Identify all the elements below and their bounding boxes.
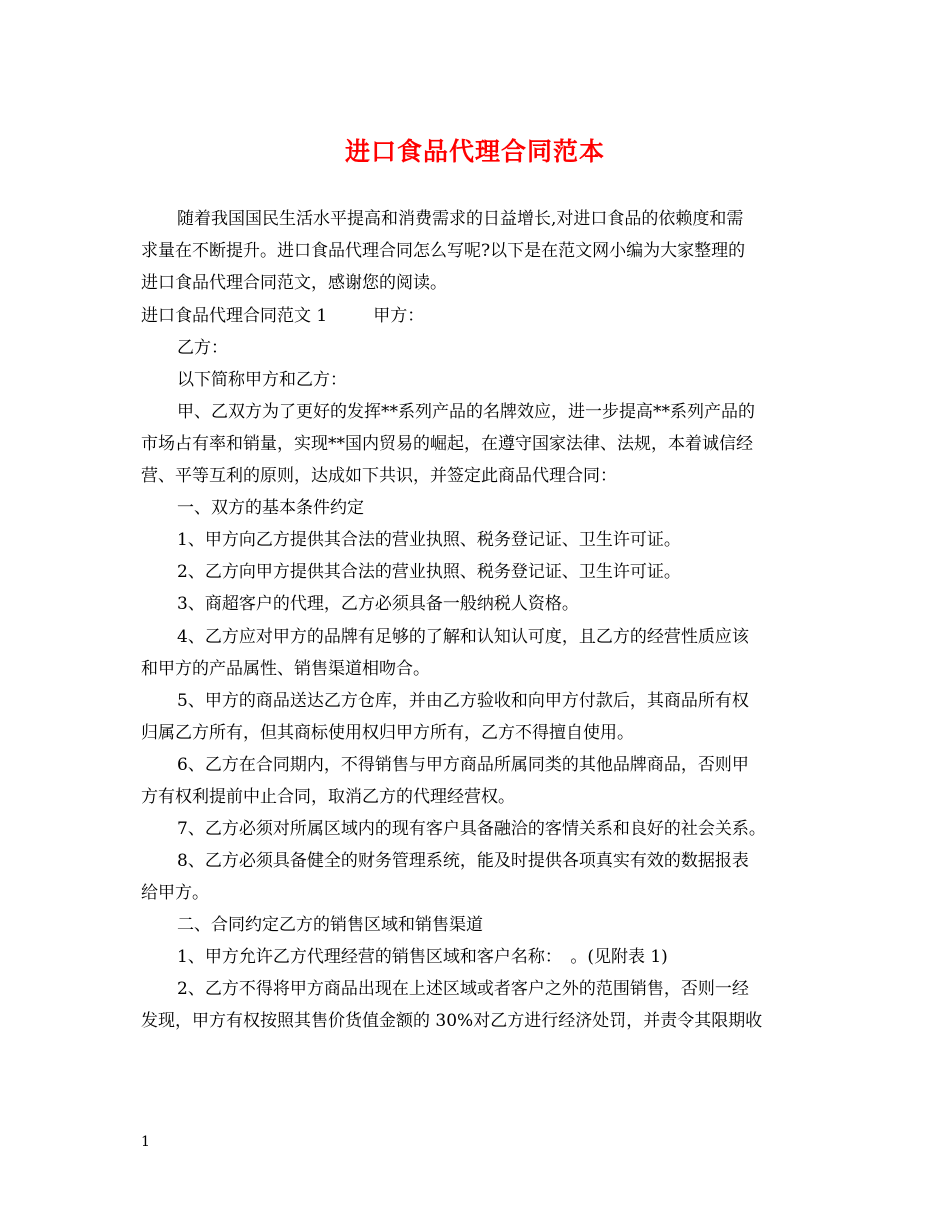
- intro-line-3: 进口食品代理合同范文，感谢您的阅读。: [141, 273, 447, 293]
- clause-2-2-line-2: 发现，甲方有权按照其售价货值金额的 30%对乙方进行经济处罚，并责令其限期收: [141, 1011, 763, 1031]
- clause-1-5-line-2: 归属乙方所有，但其商标使用权归甲方所有，乙方不得擅自使用。: [141, 723, 634, 743]
- page-number: 1: [141, 1134, 150, 1150]
- clause-1-8-line-1: 8、乙方必须具备健全的财务管理系统，能及时提供各项真实有效的数据报表: [177, 851, 749, 871]
- clause-1-8-line-2: 给甲方。: [141, 883, 209, 903]
- clause-1-4-line-1: 4、乙方应对甲方的品牌有足够的了解和认知认可度，且乙方的经营性质应该: [177, 627, 749, 647]
- clause-1-6-line-1: 6、乙方在合同期内，不得销售与甲方商品所属同类的其他品牌商品，否则甲: [177, 755, 749, 775]
- sample-heading: 进口食品代理合同范文 1: [141, 306, 328, 326]
- party-b-label: 乙方：: [177, 338, 228, 358]
- clause-1-7: 7、乙方必须对所属区域内的现有客户具备融洽的客情关系和良好的社会关系。: [177, 819, 766, 839]
- intro-line-2: 求量在不断提升。进口食品代理合同怎么写呢?以下是在范文网小编为大家整理的: [141, 241, 746, 261]
- parties-abbreviation: 以下简称甲方和乙方：: [177, 370, 347, 390]
- clause-2-1: 1、甲方允许乙方代理经营的销售区域和客户名称： 。(见附表 1): [177, 947, 668, 967]
- section-2-heading: 二、合同约定乙方的销售区域和销售渠道: [177, 915, 483, 935]
- clause-1-1: 1、甲方向乙方提供其合法的营业执照、税务登记证、卫生许可证。: [177, 530, 681, 550]
- preamble-line-3: 营、平等互利的原则，达成如下共识，并签定此商品代理合同：: [141, 466, 617, 486]
- clause-1-6-line-2: 方有权利提前中止合同，取消乙方的代理经营权。: [141, 787, 515, 807]
- preamble-line-2: 市场占有率和销量，实现**国内贸易的崛起，在遵守国家法律、法规，本着诚信经: [141, 434, 753, 454]
- clause-1-4-line-2: 和甲方的产品属性、销售渠道相吻合。: [141, 659, 430, 679]
- clause-1-3: 3、商超客户的代理，乙方必须具备一般纳税人资格。: [177, 594, 579, 614]
- clause-2-2-line-1: 2、乙方不得将甲方商品出现在上述区域或者客户之外的范围销售，否则一经: [177, 979, 749, 999]
- clause-1-5-line-1: 5、甲方的商品送达乙方仓库，并由乙方验收和向甲方付款后，其商品所有权: [177, 691, 749, 711]
- party-a-label: 甲方：: [373, 306, 425, 326]
- preamble-line-1: 甲、乙双方为了更好的发挥**系列产品的名牌效应，进一步提高**系列产品的: [177, 402, 755, 422]
- document-title: 进口食品代理合同范本: [344, 137, 605, 166]
- sample-heading-row: [141, 305, 424, 327]
- intro-line-1: 随着我国国民生活水平提高和消费需求的日益增长,对进口食品的依赖度和需: [177, 209, 744, 229]
- section-1-heading: 一、双方的基本条件约定: [177, 498, 364, 518]
- clause-1-2: 2、乙方向甲方提供其合法的营业执照、税务登记证、卫生许可证。: [177, 562, 681, 582]
